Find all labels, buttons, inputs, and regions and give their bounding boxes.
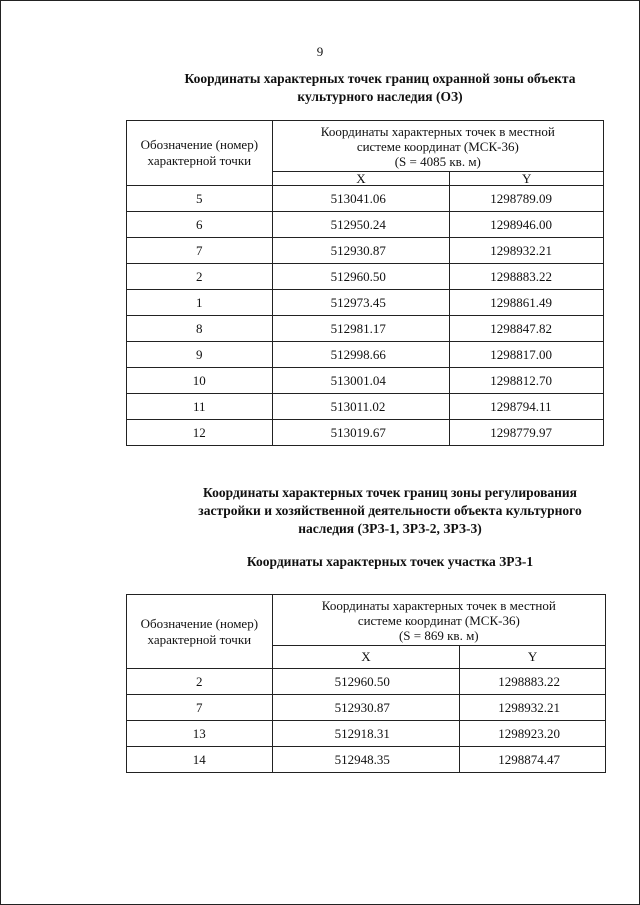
coordinates-column-header — [272, 121, 603, 172]
point-cell: 7 — [127, 695, 273, 721]
x-cell: 512948.35 — [272, 747, 460, 773]
y-cell: 1298883.22 — [450, 264, 604, 290]
x-cell: 512930.87 — [272, 238, 450, 264]
table-row — [127, 394, 604, 420]
x-cell: 512930.87 — [272, 695, 460, 721]
y-cell: 1298923.20 — [460, 721, 606, 747]
section1-title-line1: Координаты характерных точек границ охранной зоны объекта — [184, 71, 576, 86]
header-text: системе координат (МСК-36) — [356, 138, 519, 154]
table-row — [127, 212, 604, 238]
point-cell: 1 — [127, 290, 273, 316]
section2-title-line2: застройки и хозяйственной деятельности объекта культурного — [198, 503, 582, 518]
section2-title-line1: Координаты характерных точек границ зоны регулирования — [203, 485, 577, 500]
y-cell: 1298932.21 — [460, 695, 606, 721]
y-column-header: Y — [450, 172, 604, 186]
point-cell: 11 — [127, 394, 273, 420]
point-column-header — [127, 595, 273, 669]
table-row — [127, 721, 606, 747]
section1-title-line2: культурного наследия (ОЗ) — [297, 89, 463, 104]
y-cell: 1298883.22 — [460, 669, 606, 695]
point-cell: 14 — [127, 747, 273, 773]
table-row — [127, 368, 604, 394]
header-text: Обозначение (номер) — [140, 615, 259, 631]
point-column-header — [127, 121, 273, 186]
point-cell: 5 — [127, 186, 273, 212]
table-row — [127, 669, 606, 695]
point-cell: 2 — [127, 264, 273, 290]
x-cell: 512918.31 — [272, 721, 460, 747]
point-cell: 7 — [127, 238, 273, 264]
x-cell: 513019.67 — [272, 420, 450, 446]
y-cell: 1298861.49 — [450, 290, 604, 316]
table-row — [127, 238, 604, 264]
table-row — [127, 695, 606, 721]
area-text: (S = 869 кв. м) — [398, 627, 479, 643]
table-row — [127, 316, 604, 342]
section2-title — [160, 484, 620, 538]
y-cell: 1298946.00 — [450, 212, 604, 238]
table-row — [127, 290, 604, 316]
y-cell: 1298817.00 — [450, 342, 604, 368]
y-cell: 1298812.70 — [450, 368, 604, 394]
table-row — [127, 264, 604, 290]
x-cell: 512960.50 — [272, 264, 450, 290]
header-text: Координаты характерных точек в местной — [321, 597, 556, 613]
section1-title — [120, 70, 640, 106]
x-cell: 513011.02 — [272, 394, 450, 420]
coordinates-table-oz — [126, 120, 604, 446]
x-cell: 512981.17 — [272, 316, 450, 342]
point-cell: 13 — [127, 721, 273, 747]
coordinates-column-header — [272, 595, 605, 646]
y-cell: 1298794.11 — [450, 394, 604, 420]
header-text: Координаты характерных точек в местной — [320, 123, 555, 139]
x-cell: 513001.04 — [272, 368, 450, 394]
x-cell: 512973.45 — [272, 290, 450, 316]
table-row — [127, 747, 606, 773]
x-cell: 512950.24 — [272, 212, 450, 238]
page-number: 9 — [316, 44, 324, 59]
y-cell: 1298789.09 — [450, 186, 604, 212]
y-cell: 1298932.21 — [450, 238, 604, 264]
y-cell: 1298874.47 — [460, 747, 606, 773]
point-cell: 8 — [127, 316, 273, 342]
x-column-header: X — [272, 172, 450, 186]
header-text: характерной точки — [147, 153, 252, 168]
x-cell: 512960.50 — [272, 669, 460, 695]
point-cell: 10 — [127, 368, 273, 394]
point-cell: 12 — [127, 420, 273, 446]
header-text: Обозначение (номер) — [140, 137, 259, 152]
point-cell: 9 — [127, 342, 273, 368]
y-column-header: Y — [460, 646, 606, 669]
table-row — [127, 420, 604, 446]
y-cell: 1298847.82 — [450, 316, 604, 342]
area-text: (S = 4085 кв. м) — [394, 153, 481, 169]
x-cell: 513041.06 — [272, 186, 450, 212]
section2-title-line3: наследия (ЗРЗ-1, ЗРЗ-2, ЗРЗ-3) — [298, 521, 482, 536]
header-text: системе координат (МСК-36) — [357, 612, 520, 628]
table-row — [127, 342, 604, 368]
x-column-header: X — [272, 646, 460, 669]
point-cell: 6 — [127, 212, 273, 238]
y-cell: 1298779.97 — [450, 420, 604, 446]
x-cell: 512998.66 — [272, 342, 450, 368]
section2-subtitle: Координаты характерных точек участка ЗРЗ-1 — [246, 554, 534, 569]
table-row — [127, 186, 604, 212]
coordinates-table-zrz1 — [126, 594, 606, 773]
point-cell: 2 — [127, 669, 273, 695]
header-text: характерной точки — [147, 631, 252, 647]
